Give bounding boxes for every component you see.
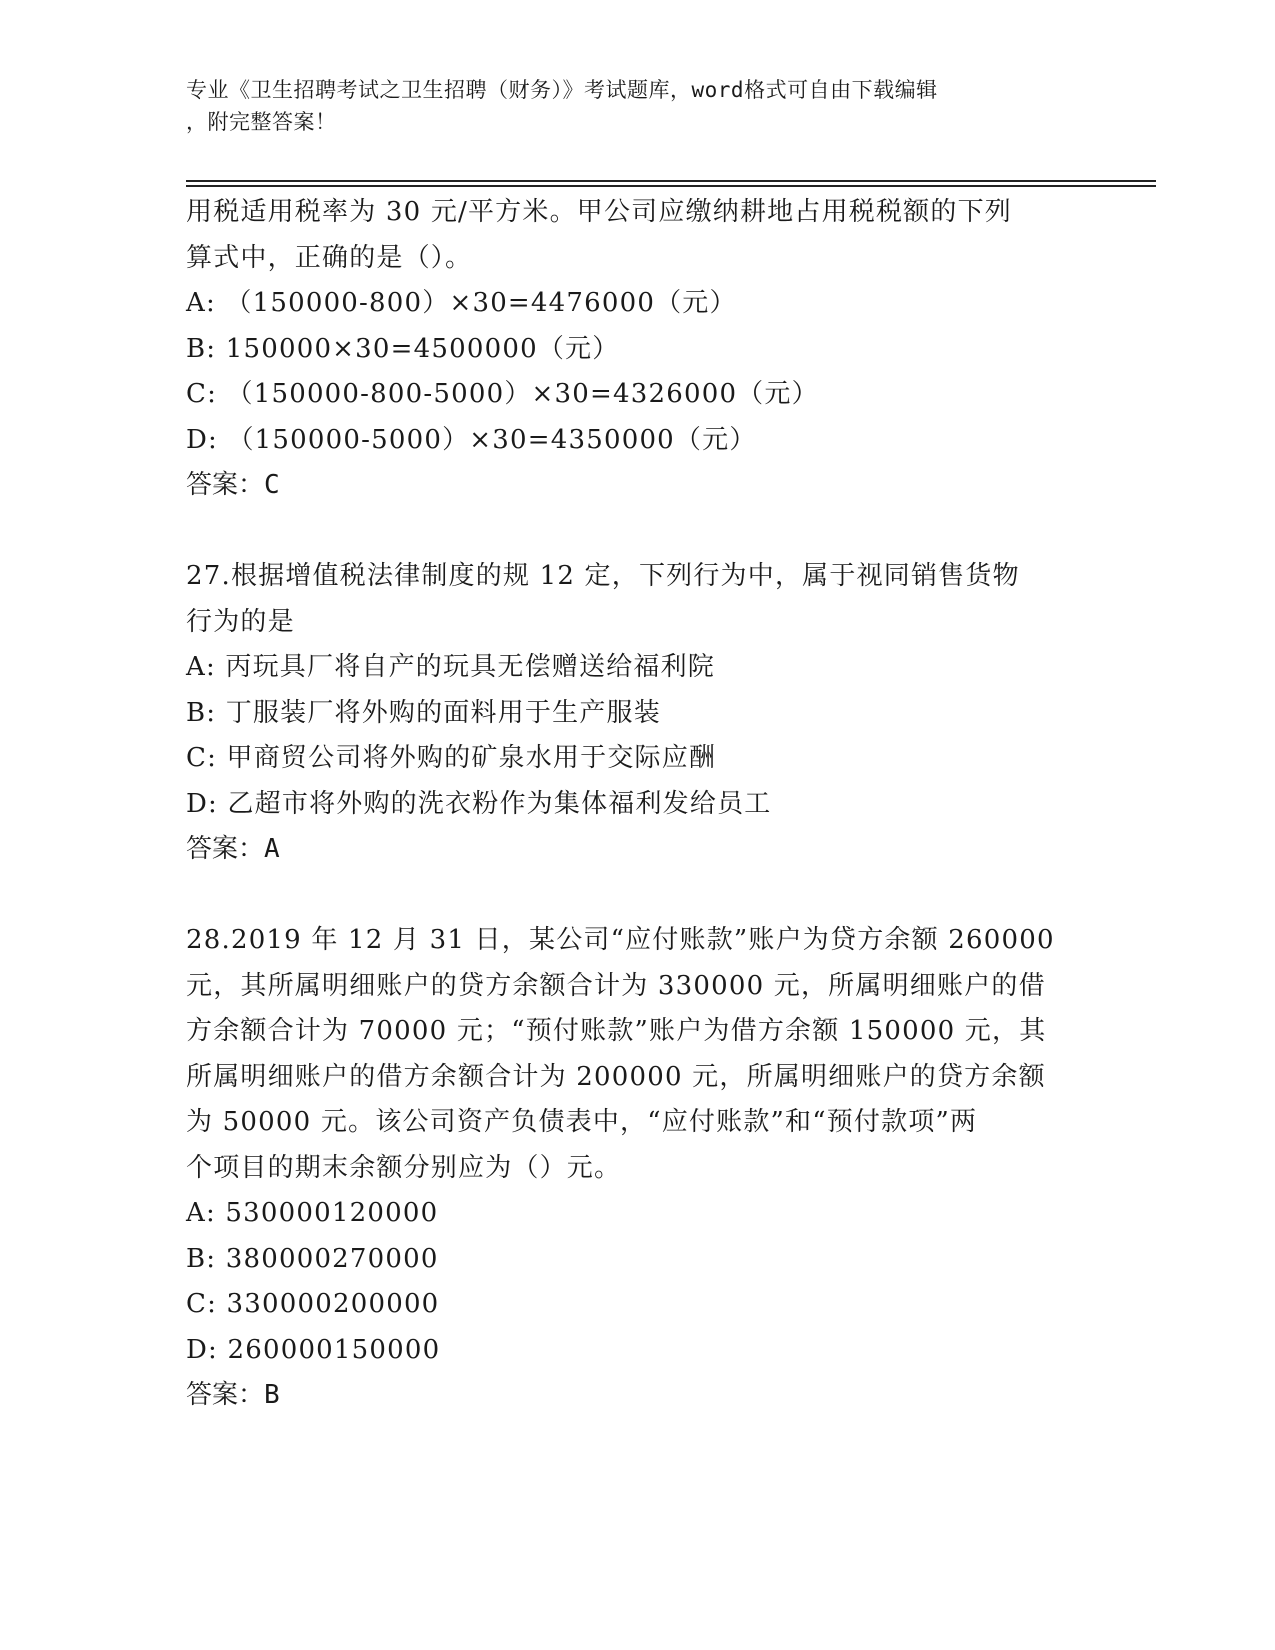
header-line-1: 专业《卫生招聘考试之卫生招聘（财务）》考试题库，word格式可自由下载编辑 [186,78,938,102]
question-content [186,190,1086,1419]
option-b: B: 丁服装厂将外购的面料用于生产服装 [186,697,661,728]
question-stem-line: 28.2019 年 12 月 31 日，某公司“应付账款”账户为贷方余额 260000 [186,925,1055,955]
option-d: D: 乙超市将外购的洗衣粉作为集体福利发给员工 [186,788,772,819]
question-stem-line: 所属明细账户的借方余额合计为 200000 元，所属明细账户的贷方余额 [186,1061,1046,1092]
question-stem-line: 个项目的期末余额分别应为（）元。 [186,1152,622,1183]
question-stem-line: 方余额合计为 70000 元；“预付账款”账户为借方余额 150000 元，其 [186,1016,1047,1046]
answer-label: 答案：C [186,470,280,500]
option-d: D: （150000-5000）×30=4350000（元） [186,424,757,455]
question-stem-line: 元，其所属明细账户的贷方余额合计为 330000 元，所属明细账户的借 [186,970,1046,1001]
header-divider-bottom [186,185,1156,187]
option-c: C: 甲商贸公司将外购的矿泉水用于交际应酬 [186,743,717,773]
option-a: A: 530000120000 [186,1198,439,1228]
question-stem-line: 为 50000 元。该公司资产负债表中，“应付账款”和“预付款项”两 [186,1107,978,1137]
header-divider-top [186,180,1156,182]
header-line-2: ，附完整答案！ [186,110,337,134]
answer-label: 答案：A [186,834,280,864]
option-d: D: 260000150000 [186,1334,441,1365]
page-header [186,74,1066,138]
question-stem-line: 算式中，正确的是（）。 [186,242,473,273]
option-a: A: （150000-800）×30=4476000（元） [186,288,737,318]
question-26 [186,190,1086,509]
question-spacer [186,509,1086,555]
answer-label: 答案：B [186,1380,280,1410]
question-28 [186,918,1086,1419]
question-stem-line: 27.根据增值税法律制度的规 12 定，下列行为中，属于视同销售货物 [186,561,1020,591]
option-c: C: 330000200000 [186,1289,440,1319]
question-27 [186,554,1086,873]
option-a: A: 丙玩具厂将自产的玩具无偿赠送给福利院 [186,652,716,682]
question-spacer [186,873,1086,919]
option-b: B: 380000270000 [186,1243,439,1274]
option-b: B: 150000×30=4500000（元） [186,333,620,364]
question-stem-line: 用税适用税率为 30 元/平方米。甲公司应缴纳耕地占用税税额的下列 [186,197,1012,227]
option-c: C: （150000-800-5000）×30=4326000（元） [186,379,819,409]
question-stem-line: 行为的是 [186,606,295,637]
